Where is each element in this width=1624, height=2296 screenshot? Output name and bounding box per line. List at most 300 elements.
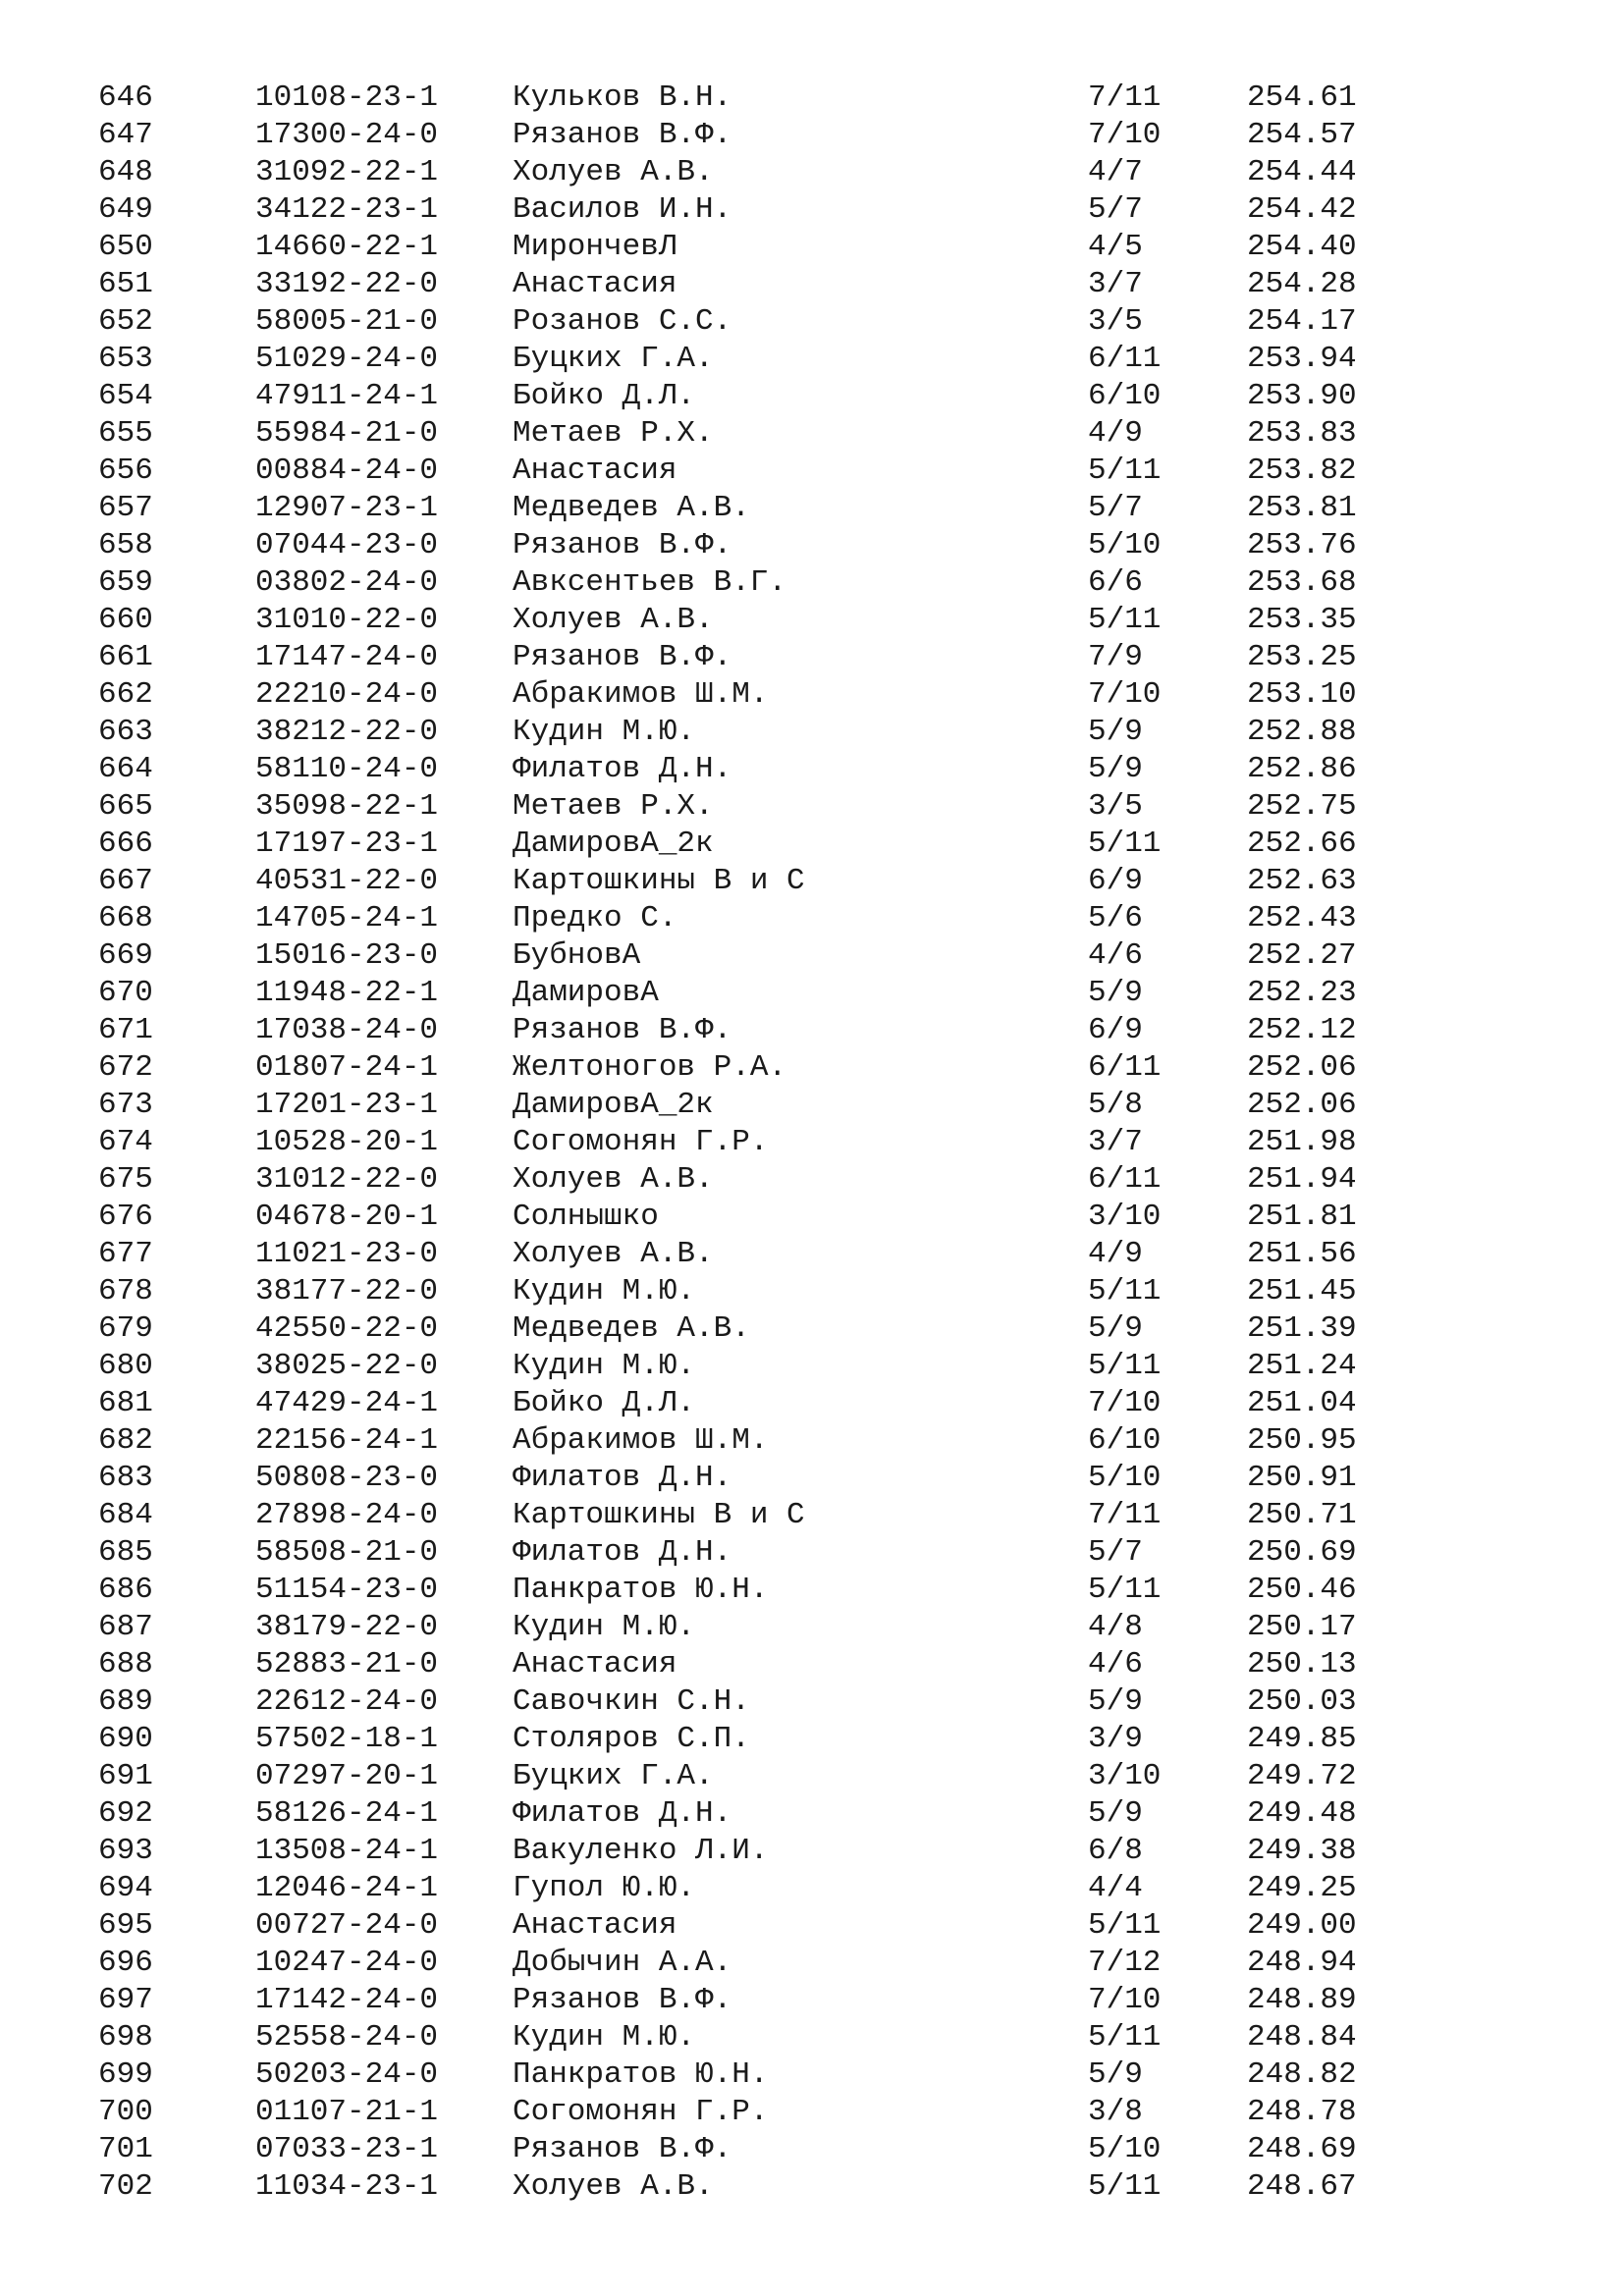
ratio-cell: 7/10 xyxy=(1088,1983,1162,2017)
score-cell: 248.69 xyxy=(1247,2132,1357,2166)
rank-cell: 692 xyxy=(98,1796,153,1831)
ratio-cell: 5/9 xyxy=(1088,976,1143,1010)
name-cell: Согомонян Г.Р. xyxy=(513,1125,769,1159)
score-cell: 251.39 xyxy=(1247,1311,1357,1346)
rank-cell: 667 xyxy=(98,864,153,898)
name-cell: Добычин А.А. xyxy=(513,1946,732,1980)
rank-cell: 651 xyxy=(98,267,153,301)
rank-cell: 647 xyxy=(98,118,153,152)
rank-cell: 656 xyxy=(98,454,153,488)
code-cell: 14705-24-1 xyxy=(255,901,439,935)
table-row xyxy=(98,937,1375,975)
table-row xyxy=(98,1124,1375,1161)
ratio-cell: 5/10 xyxy=(1088,1461,1162,1495)
name-cell: Розанов С.С. xyxy=(513,304,732,339)
rank-cell: 664 xyxy=(98,752,153,786)
code-cell: 38177-22-0 xyxy=(255,1274,439,1308)
name-cell: Метаев Р.Х. xyxy=(513,789,714,824)
table-row xyxy=(98,1572,1375,1609)
table-row xyxy=(98,1795,1375,1833)
table-row xyxy=(98,1161,1375,1199)
table-row xyxy=(98,1646,1375,1683)
name-cell: Савочкин С.Н. xyxy=(513,1684,750,1719)
code-cell: 22156-24-1 xyxy=(255,1423,439,1458)
table-row xyxy=(98,341,1375,378)
score-cell: 253.76 xyxy=(1247,528,1357,562)
code-cell: 07297-20-1 xyxy=(255,1759,439,1793)
rank-cell: 690 xyxy=(98,1722,153,1756)
score-cell: 254.44 xyxy=(1247,155,1357,189)
table-row xyxy=(98,2094,1375,2131)
ratio-cell: 3/7 xyxy=(1088,267,1143,301)
rank-cell: 695 xyxy=(98,1908,153,1943)
rank-cell: 678 xyxy=(98,1274,153,1308)
code-cell: 33192-22-0 xyxy=(255,267,439,301)
ratio-cell: 5/9 xyxy=(1088,715,1143,749)
score-cell: 252.63 xyxy=(1247,864,1357,898)
ratio-cell: 6/6 xyxy=(1088,565,1143,600)
rank-cell: 660 xyxy=(98,603,153,637)
name-cell: Рязанов В.Ф. xyxy=(513,528,732,562)
ratio-cell: 5/9 xyxy=(1088,1796,1143,1831)
code-cell: 12046-24-1 xyxy=(255,1871,439,1905)
table-row xyxy=(98,266,1375,303)
ratio-cell: 5/11 xyxy=(1088,1908,1162,1943)
name-cell: Буцких Г.А. xyxy=(513,342,714,376)
code-cell: 15016-23-0 xyxy=(255,938,439,973)
rank-cell: 648 xyxy=(98,155,153,189)
score-cell: 251.94 xyxy=(1247,1162,1357,1197)
rank-cell: 689 xyxy=(98,1684,153,1719)
name-cell: Кудин М.Ю. xyxy=(513,1610,696,1644)
score-cell: 252.66 xyxy=(1247,827,1357,861)
table-row xyxy=(98,1385,1375,1422)
score-cell: 249.85 xyxy=(1247,1722,1357,1756)
table-row xyxy=(98,714,1375,751)
ratio-cell: 5/9 xyxy=(1088,1684,1143,1719)
score-cell: 248.78 xyxy=(1247,2095,1357,2129)
table-row xyxy=(98,1422,1375,1460)
table-row xyxy=(98,2131,1375,2168)
name-cell: Кудин М.Ю. xyxy=(513,1349,696,1383)
code-cell: 38179-22-0 xyxy=(255,1610,439,1644)
table-row xyxy=(98,900,1375,937)
ratio-cell: 3/10 xyxy=(1088,1200,1162,1234)
name-cell: Анастасия xyxy=(513,1647,677,1682)
ratio-cell: 7/12 xyxy=(1088,1946,1162,1980)
rank-cell: 668 xyxy=(98,901,153,935)
rank-cell: 693 xyxy=(98,1834,153,1868)
score-cell: 249.25 xyxy=(1247,1871,1357,1905)
name-cell: Гупол Ю.Ю. xyxy=(513,1871,696,1905)
score-cell: 249.00 xyxy=(1247,1908,1357,1943)
ranking-list xyxy=(98,80,1375,2206)
name-cell: Столяров С.П. xyxy=(513,1722,750,1756)
rank-cell: 679 xyxy=(98,1311,153,1346)
table-row xyxy=(98,863,1375,900)
rank-cell: 674 xyxy=(98,1125,153,1159)
rank-cell: 699 xyxy=(98,2057,153,2092)
table-row xyxy=(98,1273,1375,1310)
ratio-cell: 6/11 xyxy=(1088,1050,1162,1085)
code-cell: 12907-23-1 xyxy=(255,491,439,525)
rank-cell: 691 xyxy=(98,1759,153,1793)
ratio-cell: 5/11 xyxy=(1088,603,1162,637)
table-row xyxy=(98,1497,1375,1534)
score-cell: 253.83 xyxy=(1247,416,1357,451)
score-cell: 250.71 xyxy=(1247,1498,1357,1532)
rank-cell: 688 xyxy=(98,1647,153,1682)
ratio-cell: 5/11 xyxy=(1088,2020,1162,2055)
name-cell: Кудин М.Ю. xyxy=(513,1274,696,1308)
score-cell: 254.42 xyxy=(1247,192,1357,227)
ratio-cell: 5/9 xyxy=(1088,2057,1143,2092)
table-row xyxy=(98,788,1375,826)
ratio-cell: 4/4 xyxy=(1088,1871,1143,1905)
rank-cell: 652 xyxy=(98,304,153,339)
rank-cell: 675 xyxy=(98,1162,153,1197)
score-cell: 251.81 xyxy=(1247,1200,1357,1234)
table-row xyxy=(98,1348,1375,1385)
score-cell: 254.40 xyxy=(1247,230,1357,264)
rank-cell: 682 xyxy=(98,1423,153,1458)
score-cell: 254.57 xyxy=(1247,118,1357,152)
code-cell: 47429-24-1 xyxy=(255,1386,439,1420)
table-row xyxy=(98,2019,1375,2056)
ratio-cell: 5/9 xyxy=(1088,1311,1143,1346)
ratio-cell: 5/7 xyxy=(1088,491,1143,525)
table-row xyxy=(98,527,1375,564)
code-cell: 31012-22-0 xyxy=(255,1162,439,1197)
rank-cell: 657 xyxy=(98,491,153,525)
name-cell: Согомонян Г.Р. xyxy=(513,2095,769,2129)
name-cell: Анастасия xyxy=(513,267,677,301)
name-cell: БубновА xyxy=(513,938,641,973)
name-cell: Метаев Р.Х. xyxy=(513,416,714,451)
score-cell: 252.27 xyxy=(1247,938,1357,973)
score-cell: 250.13 xyxy=(1247,1647,1357,1682)
table-row xyxy=(98,80,1375,117)
rank-cell: 655 xyxy=(98,416,153,451)
name-cell: Кудин М.Ю. xyxy=(513,715,696,749)
ratio-cell: 5/11 xyxy=(1088,2169,1162,2204)
code-cell: 01107-21-1 xyxy=(255,2095,439,2129)
code-cell: 31092-22-1 xyxy=(255,155,439,189)
score-cell: 253.35 xyxy=(1247,603,1357,637)
ratio-cell: 7/10 xyxy=(1088,118,1162,152)
code-cell: 03802-24-0 xyxy=(255,565,439,600)
name-cell: Бойко Д.Л. xyxy=(513,1386,696,1420)
ratio-cell: 5/11 xyxy=(1088,1573,1162,1607)
name-cell: Абракимов Ш.М. xyxy=(513,677,769,712)
table-row xyxy=(98,1982,1375,2019)
code-cell: 27898-24-0 xyxy=(255,1498,439,1532)
score-cell: 250.91 xyxy=(1247,1461,1357,1495)
ratio-cell: 5/7 xyxy=(1088,192,1143,227)
ratio-cell: 5/11 xyxy=(1088,1274,1162,1308)
score-cell: 253.10 xyxy=(1247,677,1357,712)
rank-cell: 672 xyxy=(98,1050,153,1085)
ratio-cell: 6/11 xyxy=(1088,1162,1162,1197)
ratio-cell: 6/9 xyxy=(1088,1013,1143,1047)
ratio-cell: 3/5 xyxy=(1088,789,1143,824)
code-cell: 50203-24-0 xyxy=(255,2057,439,2092)
table-row xyxy=(98,1721,1375,1758)
name-cell: Холуев А.В. xyxy=(513,155,714,189)
score-cell: 248.89 xyxy=(1247,1983,1357,2017)
table-row xyxy=(98,154,1375,191)
name-cell: Предко С. xyxy=(513,901,677,935)
ratio-cell: 5/9 xyxy=(1088,752,1143,786)
code-cell: 51029-24-0 xyxy=(255,342,439,376)
score-cell: 252.06 xyxy=(1247,1088,1357,1122)
ratio-cell: 5/6 xyxy=(1088,901,1143,935)
score-cell: 252.88 xyxy=(1247,715,1357,749)
code-cell: 17201-23-1 xyxy=(255,1088,439,1122)
name-cell: Картошкины В и С xyxy=(513,864,805,898)
ratio-cell: 5/10 xyxy=(1088,2132,1162,2166)
score-cell: 252.12 xyxy=(1247,1013,1357,1047)
name-cell: Холуев А.В. xyxy=(513,1237,714,1271)
rank-cell: 684 xyxy=(98,1498,153,1532)
score-cell: 253.82 xyxy=(1247,454,1357,488)
name-cell: Медведев А.В. xyxy=(513,491,750,525)
code-cell: 58005-21-0 xyxy=(255,304,439,339)
score-cell: 249.48 xyxy=(1247,1796,1357,1831)
rank-cell: 659 xyxy=(98,565,153,600)
table-row xyxy=(98,1199,1375,1236)
code-cell: 47911-24-1 xyxy=(255,379,439,413)
table-row xyxy=(98,1236,1375,1273)
ratio-cell: 6/8 xyxy=(1088,1834,1143,1868)
score-cell: 252.43 xyxy=(1247,901,1357,935)
score-cell: 251.45 xyxy=(1247,1274,1357,1308)
score-cell: 249.72 xyxy=(1247,1759,1357,1793)
name-cell: Филатов Д.Н. xyxy=(513,1461,732,1495)
score-cell: 251.98 xyxy=(1247,1125,1357,1159)
score-cell: 248.67 xyxy=(1247,2169,1357,2204)
code-cell: 10108-23-1 xyxy=(255,80,439,115)
score-cell: 250.46 xyxy=(1247,1573,1357,1607)
rank-cell: 661 xyxy=(98,640,153,674)
table-row xyxy=(98,2056,1375,2094)
rank-cell: 700 xyxy=(98,2095,153,2129)
score-cell: 248.82 xyxy=(1247,2057,1357,2092)
ratio-cell: 5/11 xyxy=(1088,454,1162,488)
rank-cell: 653 xyxy=(98,342,153,376)
table-row xyxy=(98,415,1375,453)
code-cell: 17142-24-0 xyxy=(255,1983,439,2017)
table-row xyxy=(98,229,1375,266)
code-cell: 11034-23-1 xyxy=(255,2169,439,2204)
rank-cell: 685 xyxy=(98,1535,153,1570)
table-row xyxy=(98,1049,1375,1087)
code-cell: 52558-24-0 xyxy=(255,2020,439,2055)
ratio-cell: 4/9 xyxy=(1088,416,1143,451)
rank-cell: 665 xyxy=(98,789,153,824)
name-cell: Рязанов В.Ф. xyxy=(513,2132,732,2166)
code-cell: 11948-22-1 xyxy=(255,976,439,1010)
name-cell: ДамировА_2к xyxy=(513,827,714,861)
name-cell: Солнышко xyxy=(513,1200,659,1234)
ratio-cell: 6/10 xyxy=(1088,379,1162,413)
score-cell: 253.90 xyxy=(1247,379,1357,413)
table-row xyxy=(98,639,1375,676)
name-cell: МирончевЛ xyxy=(513,230,677,264)
ratio-cell: 7/11 xyxy=(1088,1498,1162,1532)
score-cell: 250.95 xyxy=(1247,1423,1357,1458)
code-cell: 17197-23-1 xyxy=(255,827,439,861)
code-cell: 11021-23-0 xyxy=(255,1237,439,1271)
name-cell: Рязанов В.Ф. xyxy=(513,118,732,152)
table-row xyxy=(98,1012,1375,1049)
rank-cell: 701 xyxy=(98,2132,153,2166)
code-cell: 51154-23-0 xyxy=(255,1573,439,1607)
table-row xyxy=(98,826,1375,863)
rank-cell: 676 xyxy=(98,1200,153,1234)
code-cell: 40531-22-0 xyxy=(255,864,439,898)
score-cell: 252.75 xyxy=(1247,789,1357,824)
rank-cell: 702 xyxy=(98,2169,153,2204)
name-cell: Медведев А.В. xyxy=(513,1311,750,1346)
name-cell: Панкратов Ю.Н. xyxy=(513,1573,769,1607)
rank-cell: 662 xyxy=(98,677,153,712)
code-cell: 38025-22-0 xyxy=(255,1349,439,1383)
score-cell: 252.23 xyxy=(1247,976,1357,1010)
code-cell: 42550-22-0 xyxy=(255,1311,439,1346)
name-cell: Кудин М.Ю. xyxy=(513,2020,696,2055)
score-cell: 248.84 xyxy=(1247,2020,1357,2055)
rank-cell: 681 xyxy=(98,1386,153,1420)
table-row xyxy=(98,490,1375,527)
ratio-cell: 3/8 xyxy=(1088,2095,1143,2129)
rank-cell: 697 xyxy=(98,1983,153,2017)
score-cell: 250.69 xyxy=(1247,1535,1357,1570)
code-cell: 17147-24-0 xyxy=(255,640,439,674)
name-cell: Филатов Д.Н. xyxy=(513,1796,732,1831)
code-cell: 13508-24-1 xyxy=(255,1834,439,1868)
table-row xyxy=(98,1534,1375,1572)
ratio-cell: 3/10 xyxy=(1088,1759,1162,1793)
code-cell: 04678-20-1 xyxy=(255,1200,439,1234)
name-cell: Рязанов В.Ф. xyxy=(513,1983,732,2017)
rank-cell: 658 xyxy=(98,528,153,562)
rank-cell: 670 xyxy=(98,976,153,1010)
name-cell: Картошкины В и С xyxy=(513,1498,805,1532)
table-row xyxy=(98,1945,1375,1982)
name-cell: Анастасия xyxy=(513,454,677,488)
table-row xyxy=(98,1907,1375,1945)
name-cell: Холуев А.В. xyxy=(513,1162,714,1197)
code-cell: 31010-22-0 xyxy=(255,603,439,637)
name-cell: Панкратов Ю.Н. xyxy=(513,2057,769,2092)
table-row xyxy=(98,1870,1375,1907)
score-cell: 253.68 xyxy=(1247,565,1357,600)
ratio-cell: 5/7 xyxy=(1088,1535,1143,1570)
score-cell: 251.24 xyxy=(1247,1349,1357,1383)
table-row xyxy=(98,1683,1375,1721)
score-cell: 253.81 xyxy=(1247,491,1357,525)
name-cell: Кульков В.Н. xyxy=(513,80,732,115)
name-cell: Авксентьев В.Г. xyxy=(513,565,787,600)
rank-cell: 666 xyxy=(98,827,153,861)
code-cell: 57502-18-1 xyxy=(255,1722,439,1756)
table-row xyxy=(98,1460,1375,1497)
ratio-cell: 3/9 xyxy=(1088,1722,1143,1756)
name-cell: Василов И.Н. xyxy=(513,192,732,227)
name-cell: Желтоногов Р.А. xyxy=(513,1050,787,1085)
score-cell: 251.56 xyxy=(1247,1237,1357,1271)
name-cell: Бойко Д.Л. xyxy=(513,379,696,413)
table-row xyxy=(98,564,1375,602)
rank-cell: 649 xyxy=(98,192,153,227)
table-row xyxy=(98,2168,1375,2206)
score-cell: 252.86 xyxy=(1247,752,1357,786)
table-row xyxy=(98,1087,1375,1124)
ratio-cell: 4/6 xyxy=(1088,1647,1143,1682)
table-row xyxy=(98,117,1375,154)
rank-cell: 654 xyxy=(98,379,153,413)
rank-cell: 683 xyxy=(98,1461,153,1495)
table-row xyxy=(98,751,1375,788)
score-cell: 253.94 xyxy=(1247,342,1357,376)
table-row xyxy=(98,975,1375,1012)
code-cell: 01807-24-1 xyxy=(255,1050,439,1085)
code-cell: 07033-23-1 xyxy=(255,2132,439,2166)
code-cell: 22210-24-0 xyxy=(255,677,439,712)
name-cell: Абракимов Ш.М. xyxy=(513,1423,769,1458)
rank-cell: 698 xyxy=(98,2020,153,2055)
table-row xyxy=(98,676,1375,714)
code-cell: 17038-24-0 xyxy=(255,1013,439,1047)
ratio-cell: 5/11 xyxy=(1088,827,1162,861)
ratio-cell: 4/7 xyxy=(1088,155,1143,189)
rank-cell: 680 xyxy=(98,1349,153,1383)
ratio-cell: 4/6 xyxy=(1088,938,1143,973)
table-row xyxy=(98,1609,1375,1646)
score-cell: 254.61 xyxy=(1247,80,1357,115)
name-cell: Вакуленко Л.И. xyxy=(513,1834,769,1868)
rank-cell: 694 xyxy=(98,1871,153,1905)
ratio-cell: 7/11 xyxy=(1088,80,1162,115)
rank-cell: 663 xyxy=(98,715,153,749)
ratio-cell: 5/10 xyxy=(1088,528,1162,562)
name-cell: ДамировА_2к xyxy=(513,1088,714,1122)
score-cell: 251.04 xyxy=(1247,1386,1357,1420)
table-row xyxy=(98,303,1375,341)
score-cell: 252.06 xyxy=(1247,1050,1357,1085)
code-cell: 34122-23-1 xyxy=(255,192,439,227)
rank-cell: 686 xyxy=(98,1573,153,1607)
ratio-cell: 4/8 xyxy=(1088,1610,1143,1644)
name-cell: Рязанов В.Ф. xyxy=(513,1013,732,1047)
rank-cell: 669 xyxy=(98,938,153,973)
score-cell: 249.38 xyxy=(1247,1834,1357,1868)
name-cell: Холуев А.В. xyxy=(513,603,714,637)
ratio-cell: 3/5 xyxy=(1088,304,1143,339)
ratio-cell: 7/10 xyxy=(1088,677,1162,712)
rank-cell: 673 xyxy=(98,1088,153,1122)
code-cell: 38212-22-0 xyxy=(255,715,439,749)
score-cell: 248.94 xyxy=(1247,1946,1357,1980)
name-cell: Филатов Д.Н. xyxy=(513,1535,732,1570)
code-cell: 58508-21-0 xyxy=(255,1535,439,1570)
code-cell: 50808-23-0 xyxy=(255,1461,439,1495)
name-cell: Буцких Г.А. xyxy=(513,1759,714,1793)
name-cell: Филатов Д.Н. xyxy=(513,752,732,786)
rank-cell: 646 xyxy=(98,80,153,115)
rank-cell: 696 xyxy=(98,1946,153,1980)
